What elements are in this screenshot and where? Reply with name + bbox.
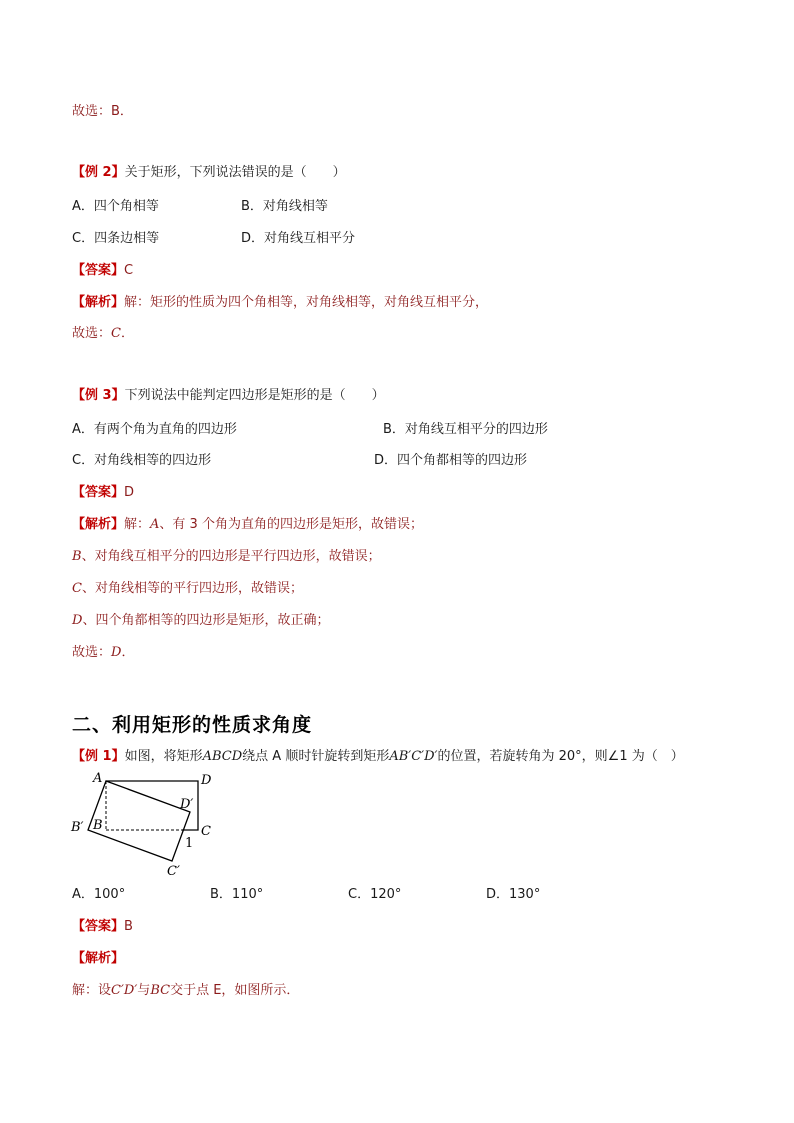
label-d: D [201, 773, 212, 788]
label-a: A [93, 771, 103, 786]
ex2-question: 关于矩形，下列说法错误的是（ ） [124, 165, 346, 180]
s2-ex1-analysis-tag: 【解析】 [72, 951, 125, 966]
ex3-analysis-line-3 [72, 580, 303, 598]
ex3-analysis-line-1 [72, 516, 423, 534]
s2-ex1-sol-suffix: 交于点 E，如图所示． [170, 983, 300, 998]
ex3-analysis-letter-a: A [150, 517, 160, 532]
ex2-conclusion-prefix: 故选： [72, 326, 112, 341]
ex3-analysis-text-c: 、对角线相等的平行四边形，故错误； [81, 581, 303, 596]
s2-ex1-q-part2: 绕点 A 顺时针旋转到矩形 [242, 749, 390, 764]
label-b: B [93, 818, 103, 833]
ex2-option-a: A．四个角相等 [72, 199, 159, 214]
s2-ex1-q-part1: 如图，将矩形 [124, 749, 203, 764]
ex2-answer-tag: 【答案】 [72, 263, 125, 278]
ex3-tag: 【例 3】 [72, 388, 125, 403]
s2-ex1-question-line [72, 748, 684, 766]
ex3-conclusion-letter: D [111, 645, 122, 660]
label-d-prime: D′ [180, 797, 194, 812]
label-c-prime: C′ [167, 864, 180, 879]
s2-ex1-sol-mid: 与 [137, 983, 151, 998]
rectangle-ab-prime-c-prime-d-prime [88, 781, 190, 861]
s2-ex1-tag: 【例 1】 [72, 749, 125, 764]
s2-ex1-option-d: D．130° [486, 887, 541, 902]
ex3-answer-line [72, 484, 134, 502]
ex3-analysis-text-a: 、有 3 个角为直角的四边形是矩形，故错误； [159, 517, 423, 532]
label-c: C [201, 824, 211, 839]
ex3-analysis-line-2 [72, 548, 381, 566]
s2-ex1-sol-cd: C′D′ [111, 983, 138, 998]
ex2-answer: C [124, 263, 134, 278]
s2-ex1-answer-line [72, 918, 133, 936]
s2-ex1-q-abcd: ABCD [202, 749, 243, 764]
ex3-analysis-letter-c: C [72, 581, 82, 596]
ex3-option-c: C．对角线相等的四边形 [72, 453, 212, 468]
ex2-conclusion [72, 325, 134, 343]
ex3-question-line [72, 387, 385, 405]
label-angle-1: 1 [185, 836, 194, 851]
section-heading: 二、利用矩形的性质求角度 [72, 714, 313, 736]
ex2-option-d: D．对角线互相平分 [241, 231, 356, 246]
ex2-analysis-tag: 【解析】 [72, 295, 125, 310]
ex3-analysis-letter-b: B [72, 549, 82, 564]
ex2-tag: 【例 2】 [72, 165, 125, 180]
s2-ex1-option-c: C．120° [348, 887, 402, 902]
ex2-option-b: B．对角线相等 [241, 199, 328, 214]
ex3-option-a: A．有两个角为直角的四边形 [72, 422, 237, 437]
s2-ex1-option-a: A．100° [72, 887, 126, 902]
ex3-answer-tag: 【答案】 [72, 485, 125, 500]
ex3-analysis-text-d: 、四个角都相等的四边形是矩形，故正确； [82, 613, 330, 628]
prev-conclusion: 故选：B． [72, 104, 133, 119]
label-b-prime: B′ [71, 820, 84, 835]
ex3-answer: D [124, 485, 135, 500]
ex3-option-d: D．四个角都相等的四边形 [374, 453, 528, 468]
ex3-analysis-prefix: 解： [124, 517, 151, 532]
ex3-analysis-letter-d: D [72, 613, 83, 628]
ex3-conclusion-prefix: 故选： [72, 645, 112, 660]
ex3-analysis-tag: 【解析】 [72, 517, 125, 532]
s2-ex1-answer-tag: 【答案】 [72, 919, 125, 934]
s2-ex1-sol-prefix: 解：设 [72, 983, 112, 998]
ex2-question-line [72, 164, 346, 182]
s2-ex1-q-abcd-prime: AB′C′D′ [389, 749, 438, 764]
ex2-analysis-line [72, 294, 488, 312]
ex2-conclusion-suffix: ． [120, 326, 134, 341]
ex2-answer-line [72, 262, 133, 280]
s2-ex1-q-part3: 的位置，若旋转角为 20°，则∠1 为（ ） [437, 749, 684, 764]
ex3-option-b: B．对角线互相平分的四边形 [383, 422, 548, 437]
s2-ex1-solution [72, 982, 299, 1000]
ex2-option-c: C．四条边相等 [72, 231, 160, 246]
ex2-conclusion-letter: C [111, 326, 121, 341]
s2-ex1-answer: B [124, 919, 133, 934]
rotated-rectangle-figure [64, 768, 224, 880]
s2-ex1-sol-bc: BC [150, 983, 171, 998]
ex3-analysis-line-4 [72, 612, 329, 630]
ex3-analysis-text-b: 、对角线互相平分的四边形是平行四边形，故错误； [81, 549, 381, 564]
ex3-question: 下列说法中能判定四边形是矩形的是（ ） [124, 388, 385, 403]
s2-ex1-option-b: B．110° [210, 887, 264, 902]
ex3-conclusion-suffix: ． [121, 645, 135, 660]
ex3-conclusion [72, 644, 134, 662]
ex2-analysis: 解：矩形的性质为四个角相等，对角线相等，对角线互相平分， [124, 295, 489, 310]
s2-ex1-analysis-line [72, 950, 124, 968]
